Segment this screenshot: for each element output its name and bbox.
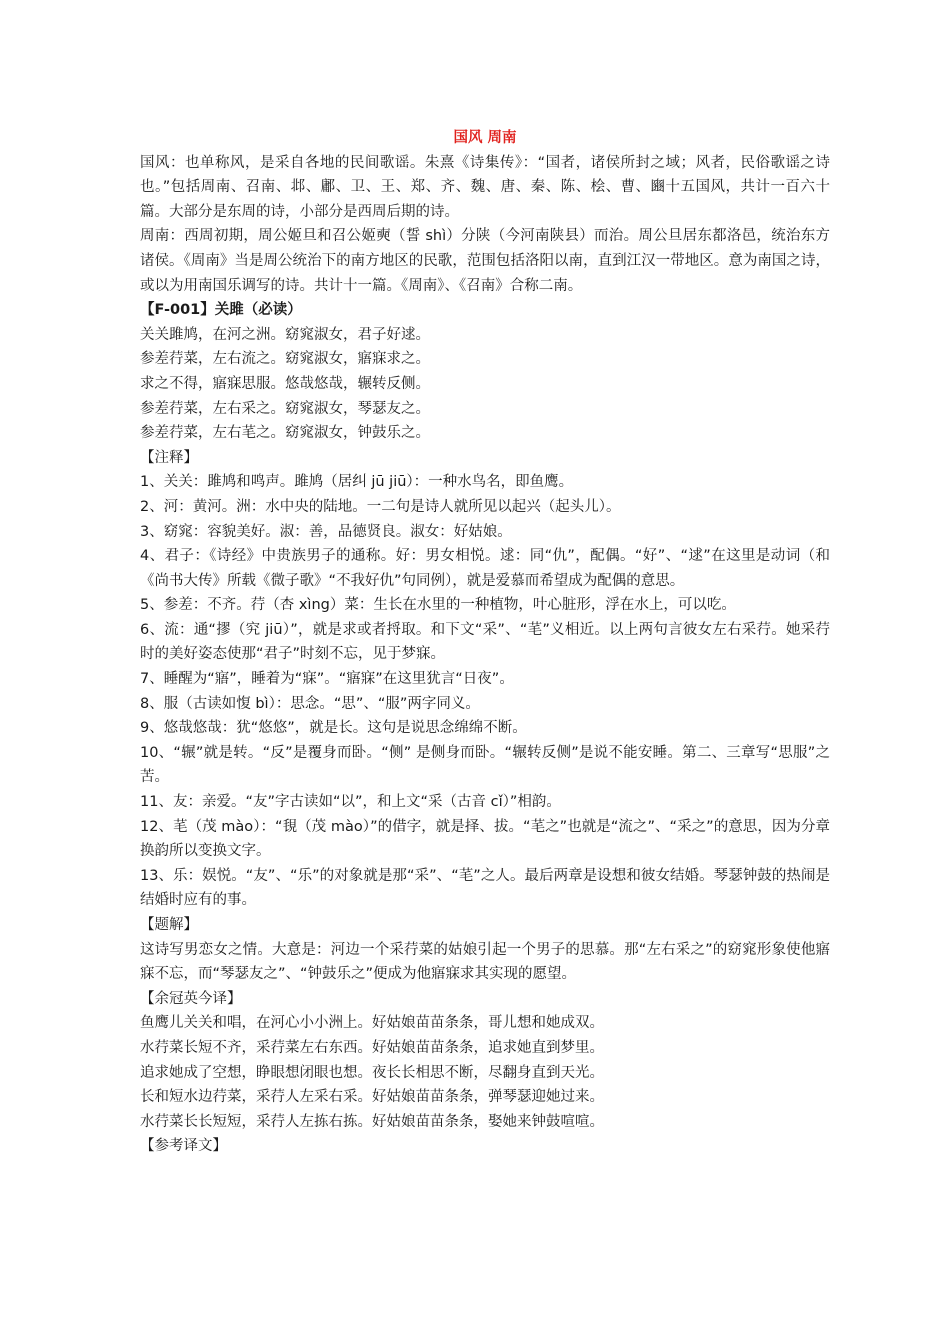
poem-line: 参差荇菜，左右采之。窈窕淑女，琴瑟友之。 [140, 400, 430, 417]
note-item: 9、悠哉悠哉：犹“悠悠”，就是长。这句是说思念绵绵不断。 [140, 720, 527, 737]
note-item: 12、芼（茂 mào）：“覒（茂 mào）”的借字，就是择、拔。“芼之”也就是“流之”、“采之”的意思，因为分章换韵所以变换文字。 [140, 818, 830, 860]
translation-line: 追求她成了空想，睁眼想闭眼也想。夜长长相思不断，尽翻身直到天光。 [140, 1064, 604, 1081]
translation-line: 鱼鹰儿关关和唱，在河心小小洲上。好姑娘苗苗条条，哥儿想和她成双。 [140, 1015, 604, 1032]
translation-line: 水荇菜长长短短，采荇人左拣右拣。好姑娘苗苗条条，娶她来钟鼓喧喧。 [140, 1113, 604, 1130]
note-item: 8、服（古读如愎 bì）：思念。“思”、“服”两字同义。 [140, 695, 480, 712]
note-item: 6、流：通“摎（究 jiū）”，就是求或者捋取。和下文“采”、“芼”义相近。以上两句言彼女左右采荇。她采荇时的美好姿态使那“君子”时刻不忘，见于梦寐。 [140, 621, 830, 663]
page-title: 国风 周南 [453, 130, 517, 146]
note-item: 13、乐：娱悦。“友”、“乐”的对象就是那“采”、“芼”之人。最后两章是设想和彼女结婚。琴瑟钟鼓的热闹是结婚时应有的事。 [140, 867, 830, 909]
analysis-text: 这诗写男恋女之情。大意是：河边一个采荇菜的姑娘引起一个男子的思慕。那“左右采之”的窈窕形象使他寤寐不忘，而“琴瑟友之”、“钟鼓乐之”便成为他寤寐求其实现的愿望。 [140, 941, 830, 983]
note-item: 10、“辗”就是转。“反”是覆身而卧。“侧” 是侧身而卧。“辗转反侧”是说不能安睡。第二、三章写“思服”之苦。 [140, 744, 830, 786]
intro-guofeng: 国风：也单称风，是采自各地的民间歌谣。朱熹《诗集传》：“国者，诸侯所封之域；风者，民俗歌谣之诗也。”包括周南、召南、邶、鄘、卫、王、郑、齐、魏、唐、秦、陈、桧、曹、豳十五国风，共计一百六十篇。大部分是东周的诗，小部分是西周后期的诗。 [140, 154, 830, 220]
note-item: 3、窈窕：容貌美好。淑：善，品德贤良。淑女：好姑娘。 [140, 523, 512, 540]
poem-line: 参差荇菜，左右流之。窈窕淑女，寤寐求之。 [140, 351, 430, 368]
translation-heading: 【余冠英今译】 [140, 990, 242, 1007]
analysis-heading: 【题解】 [140, 917, 198, 933]
notes-heading: 【注释】 [140, 449, 198, 466]
intro-zhounan: 周南：西周初期，周公姬旦和召公姬奭（誓 shì）分陕（今河南陕县）而治。周公旦居东都洛邑，统治东方诸侯。《周南》当是周公统治下的南方地区的民歌，范围包括洛阳以南，直到江汉一带地区。意为南国之诗，或以为用南国乐调写的诗。共计十一篇。《周南》、《召南》合称二南。 [140, 228, 830, 294]
poem-line: 参差荇菜，左右芼之。窈窕淑女，钟鼓乐之。 [140, 425, 430, 442]
note-item: 11、友：亲爱。“友”字古读如“以”，和上文“采（古音 cǐ）”相韵。 [140, 794, 561, 811]
translation-line: 长和短水边荇菜，采荇人左采右采。好姑娘苗苗条条，弹琴瑟迎她过来。 [140, 1089, 604, 1106]
note-item: 7、睡醒为“寤”，睡着为“寐”。“寤寐”在这里犹言“日夜”。 [140, 671, 514, 688]
poem-line: 求之不得，寤寐思服。悠哉悠哉，辗转反侧。 [140, 375, 430, 392]
note-item: 4、君子：《诗经》中贵族男子的通称。好：男女相悦。逑：同“仇”，配偶。“好”、“逑”在这里是动词（和《尚书大传》所载《微子歌》“不我好仇”句同例），就是爱慕而希望成为配偶的意思。 [140, 548, 830, 589]
note-item: 2、河：黄河。洲：水中央的陆地。一二句是诗人就所见以起兴（起头儿）。 [140, 498, 621, 515]
poem-heading: 【F-001】关雎（必读） [140, 302, 302, 319]
document-page [140, 126, 830, 1159]
reference-heading: 【参考译文】 [140, 1138, 227, 1155]
note-item: 1、关关：雎鸠和鸣声。雎鸠（居纠 jū jiū）：一种水鸟名，即鱼鹰。 [140, 474, 574, 491]
note-item: 5、参差：不齐。荇（杏 xìng）菜：生长在水里的一种植物，叶心脏形，浮在水上，可以吃。 [140, 597, 736, 614]
poem-line: 关关雎鸠，在河之洲。窈窕淑女，君子好逑。 [140, 326, 430, 343]
translation-line: 水荇菜长短不齐，采荇菜左右东西。好姑娘苗苗条条，追求她直到梦里。 [140, 1039, 604, 1056]
